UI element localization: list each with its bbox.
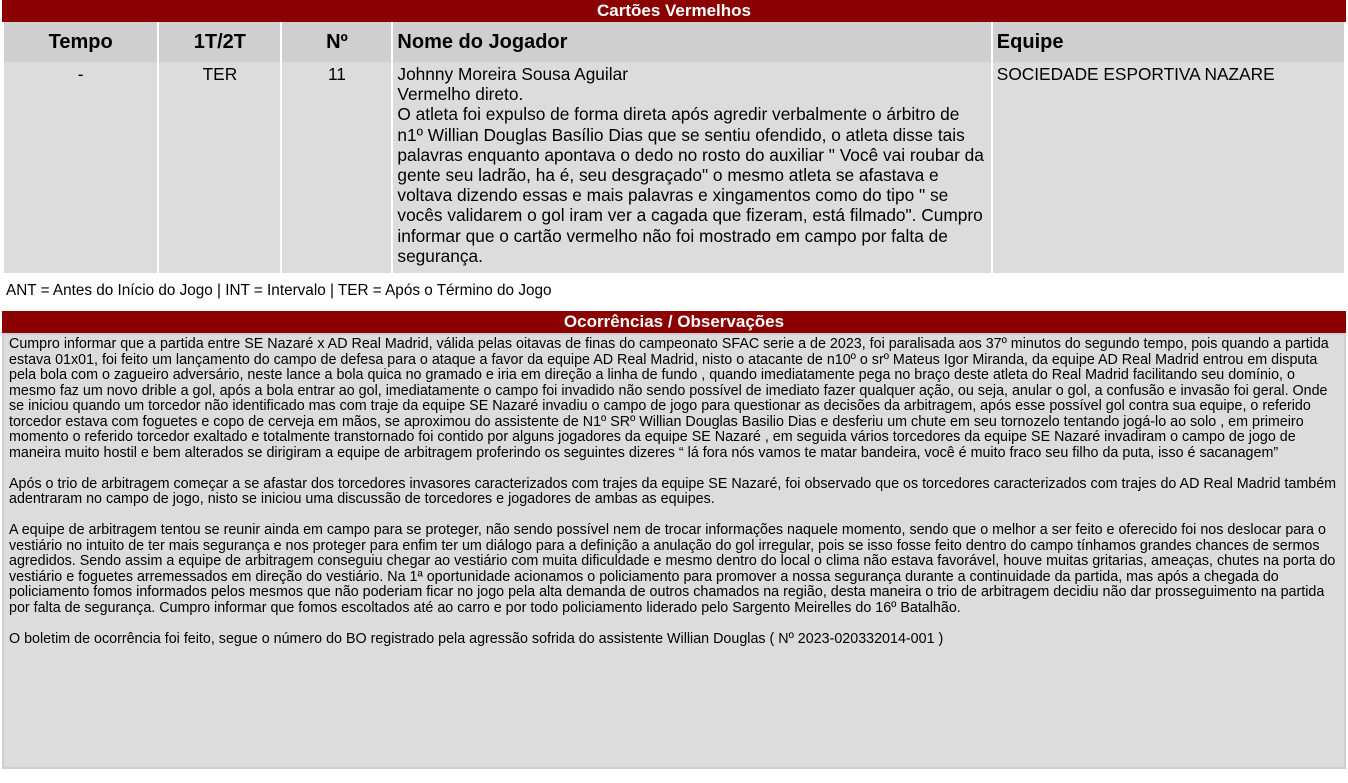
header-tempo: Tempo bbox=[4, 22, 157, 62]
red-cards-table bbox=[2, 22, 1346, 273]
cell-equipe: SOCIEDADE ESPORTIVA NAZARE bbox=[993, 62, 1344, 273]
table-header-row bbox=[4, 22, 1344, 62]
occurrences-body bbox=[2, 333, 1346, 769]
header-equipe: Equipe bbox=[993, 22, 1344, 62]
cell-tempo: - bbox=[4, 62, 157, 273]
table-row bbox=[4, 62, 1344, 273]
red-cards-header: Cartões Vermelhos bbox=[2, 0, 1346, 22]
cell-numero: 11 bbox=[282, 62, 391, 273]
header-periodo: 1T/2T bbox=[159, 22, 280, 62]
occurrence-paragraph: Cumpro informar que a partida entre SE Nazaré x AD Real Madrid, válida pelas oitavas de finas do campeonato SFAC serie a de 2023, foi paralisada aos 37º minutos do segundo tempo, pois quando a partida estava 01x01, foi feito um lançamento do campo de defesa para o ataque a favor da equipe AD Real Madrid, nisto o atacante de n10º o srº Mateus Igor Miranda, da equipe AD Real Madrid entrou em disputa pela bola com o zagueiro adversário, neste lance a bola quica no gramado e iria em direção a linha de fundo , quando imediatamente pega no braço deste atleta do Real Madrid facilitando seu domínio, o mesmo faz um novo drible a gol, após a bola entrar ao gol, imediatamente o campo foi invadido não sendo possível de imediato fazer qualquer ação, ou seja, anular o gol, a confusão e invasão foi geral. Onde se iniciou quando um torcedor não identificado mas com traje da equipe SE Nazaré invadiu o campo de jogo para questionar as decisões da arbitragem, após esse possível gol contra sua equipe, o referido torcedor estava com foguetes e copo de cerveja em mãos, se aproximou do assistente de N1º SRº Willian Douglas Basilio Dias e desferiu um chute em seu tornozelo tentando jogá-lo ao solo , em primeiro momento o referido torcedor exaltado e totalmente transtornado foi contido por alguns jogadores da equipe SE Nazaré , em seguida vários torcedores da equipe SE Nazaré invadiram o campo de jogo de maneira muito hostil e bem alterados se dirigiram a equipe de arbitragem proferindo os seguintes dizeres “ lá fora nós vamos te matar bandeira, você é muito fraco seu filho da puta, isso é sacanagem” bbox=[9, 336, 1329, 461]
occurrence-paragraph: A equipe de arbitragem tentou se reunir ainda em campo para se proteger, não sendo possível nem de trocar informações naquele momento, sendo que o melhor a ser feito e oferecido foi nos deslocar para o vestiário no intuito de ter mais segurança e nos proteger para enfim ter um diálogo para a definição a anulação do gol irregular, pois se isso fosse feito dentro do campo tínhamos grandes chances de sermos agredidos. Sendo assim a equipe de arbitragem conseguiu chegar ao vestiário com muita dificuldade e mesmo dentro do local o clima não estava favorável, houve muitas gritarias, ameaças, chutes na porta do vestiário e foguetes arremessados em direção do vestiário. Na 1ª oportunidade acionamos o policiamento para promover a nossa segurança durante a continuidade da partida, mas após a chegada do policiamento fomos informados pelos mesmos que não poderiam ficar no jogo pela alta demanda de outros chamados na região, desta maneira o trio de arbitragem decidiu não dar prosseguimento na partida por falta de segurança. Cumpro informar que fomos escoltados até ao carro e por todo policiamento liderado pelo Sargento Meirelles do 16º Batalhão. bbox=[9, 522, 1336, 616]
occurrence-paragraph: Após o trio de arbitragem começar a se afastar dos torcedores invasores caracterizados com trajes da equipe SE Nazaré, foi observado que os torcedores caracterizados com trajes do AD Real Madrid também adentraram no campo de jogo, nisto se iniciou uma discussão de torcedores e jogadores de ambas as equipes. bbox=[9, 475, 1337, 507]
cell-nome: Johnny Moreira Sousa Aguilar Vermelho direto. O atleta foi expulso de forma direta após agredir verbalmente o árbitro de n1º Willian Douglas Basílio Dias que se sentiu ofendido, o atleta disse tais palavras enquanto apontava o dedo no rosto do auxiliar " Você vai roubar da gente seu ladrão, ha é, seu desgraçado" o mesmo atleta se afastava e voltava dizendo essas e mais palavras e xingamentos como do tipo " se vocês validarem o gol iram ver a cagada que fizeram, está filmado". Cumpro informar que o cartão vermelho não foi mostrado em campo por falta de segurança. bbox=[393, 62, 990, 273]
occurrences-header: Ocorrências / Observações bbox=[2, 311, 1346, 333]
legend-text: ANT = Antes do Início do Jogo | INT = Intervalo | TER = Após o Término do Jogo bbox=[6, 282, 552, 299]
cell-periodo: TER bbox=[159, 62, 280, 273]
header-nome: Nome do Jogador bbox=[393, 22, 990, 62]
header-numero: Nº bbox=[282, 22, 391, 62]
occurrence-paragraph: O boletim de ocorrência foi feito, segue o número do BO registrado pela agressão sofrida do assistente Willian Douglas ( Nº 2023-020332014-001 ) bbox=[9, 630, 944, 647]
